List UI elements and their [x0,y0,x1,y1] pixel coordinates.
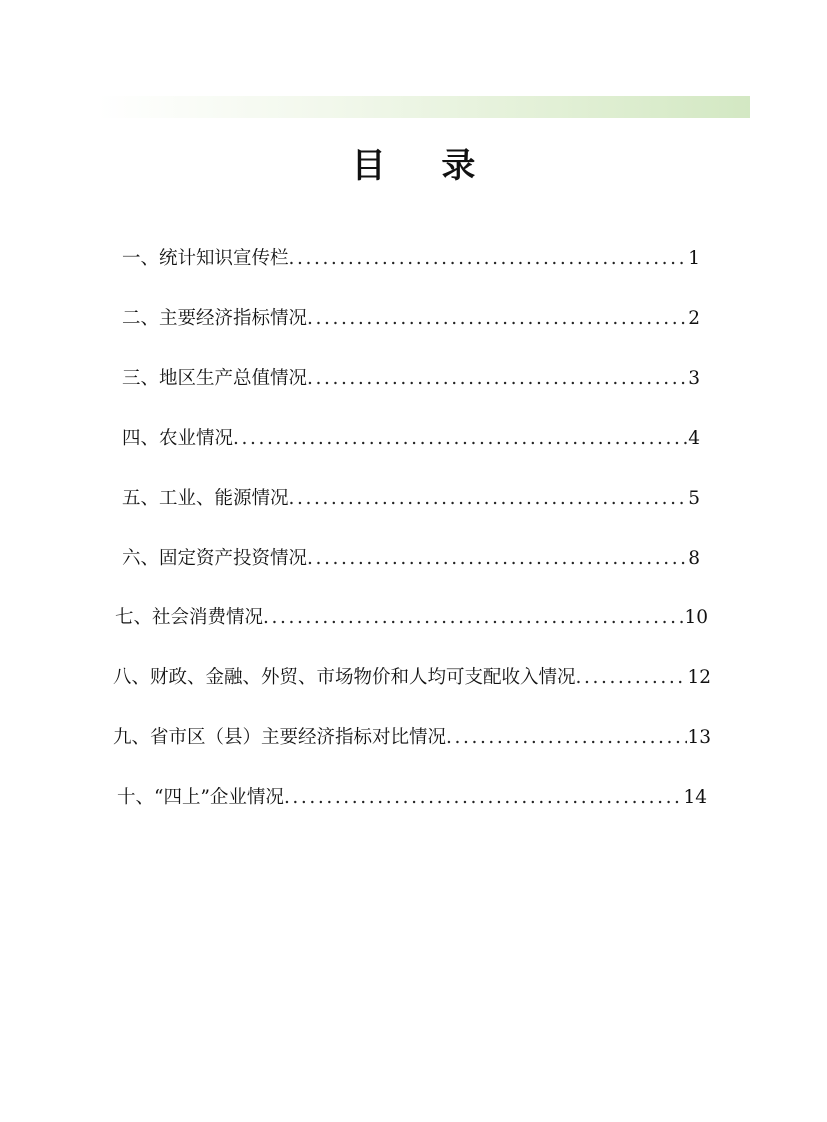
toc-entry[interactable] [117,785,707,811]
toc-entry[interactable] [122,426,700,452]
toc-entry-page: 1 [688,248,700,269]
toc-entry-title: 农业情况 [159,428,234,449]
toc-entry-title: 财政、金融、外贸、市场物价和人均可支配收入情况 [150,667,576,688]
page-title: 目 录 [351,146,498,186]
toc-entry-title: 工业、能源情况 [159,488,289,509]
toc-leader-dots [233,426,688,452]
toc-entry-number: 五、 [122,488,160,509]
toc-entry-page: 2 [688,308,700,329]
toc-entry-number: 六、 [122,548,160,569]
toc-leader-dots [307,546,688,572]
toc-entry[interactable] [122,546,700,572]
toc-leader-dots [289,486,689,512]
toc-entry-number: 十、 [117,787,155,808]
toc-entry-title: “四上”企业情况 [154,787,284,808]
toc-leader-dots [446,725,687,751]
toc-entry-number: 一、 [122,248,160,269]
toc-entry[interactable] [115,605,708,631]
toc-entry-number: 九、 [113,727,151,748]
toc-entry-page: 4 [688,428,700,449]
toc-entry-number: 四、 [122,428,160,449]
toc-entry-number: 七、 [115,607,153,628]
toc-entry-page: 3 [688,368,700,389]
toc-entry-page: 14 [683,787,707,808]
toc-entry[interactable] [113,725,711,751]
toc-entry-title: 地区生产总值情况 [159,368,308,389]
toc-entry-page: 5 [688,488,700,509]
toc-entry-title: 省市区（县）主要经济指标对比情况 [150,727,447,748]
toc-leader-dots [284,785,684,811]
toc-entry[interactable] [122,366,700,392]
toc-entry-page: 10 [684,607,708,628]
toc-entry-page: 13 [687,727,711,748]
toc-entry-number: 二、 [122,308,160,329]
toc-entry-page: 8 [688,548,700,569]
toc-entry[interactable] [122,246,700,272]
toc-entry-title: 主要经济指标情况 [159,308,308,329]
toc-entry[interactable] [122,306,700,332]
toc-entry[interactable] [113,665,711,691]
toc-leader-dots [576,665,688,691]
toc-leader-dots [263,605,684,631]
toc-leader-dots [289,246,689,272]
toc-entry-title: 统计知识宣传栏 [159,248,289,269]
toc-entry[interactable] [122,486,700,512]
toc-entry-title: 固定资产投资情况 [159,548,308,569]
toc-entry-title: 社会消费情况 [152,607,264,628]
toc-leader-dots [307,366,688,392]
toc-entry-number: 八、 [113,667,151,688]
toc-entry-number: 三、 [122,368,160,389]
toc-entry-page: 12 [687,667,711,688]
toc-leader-dots [307,306,688,332]
